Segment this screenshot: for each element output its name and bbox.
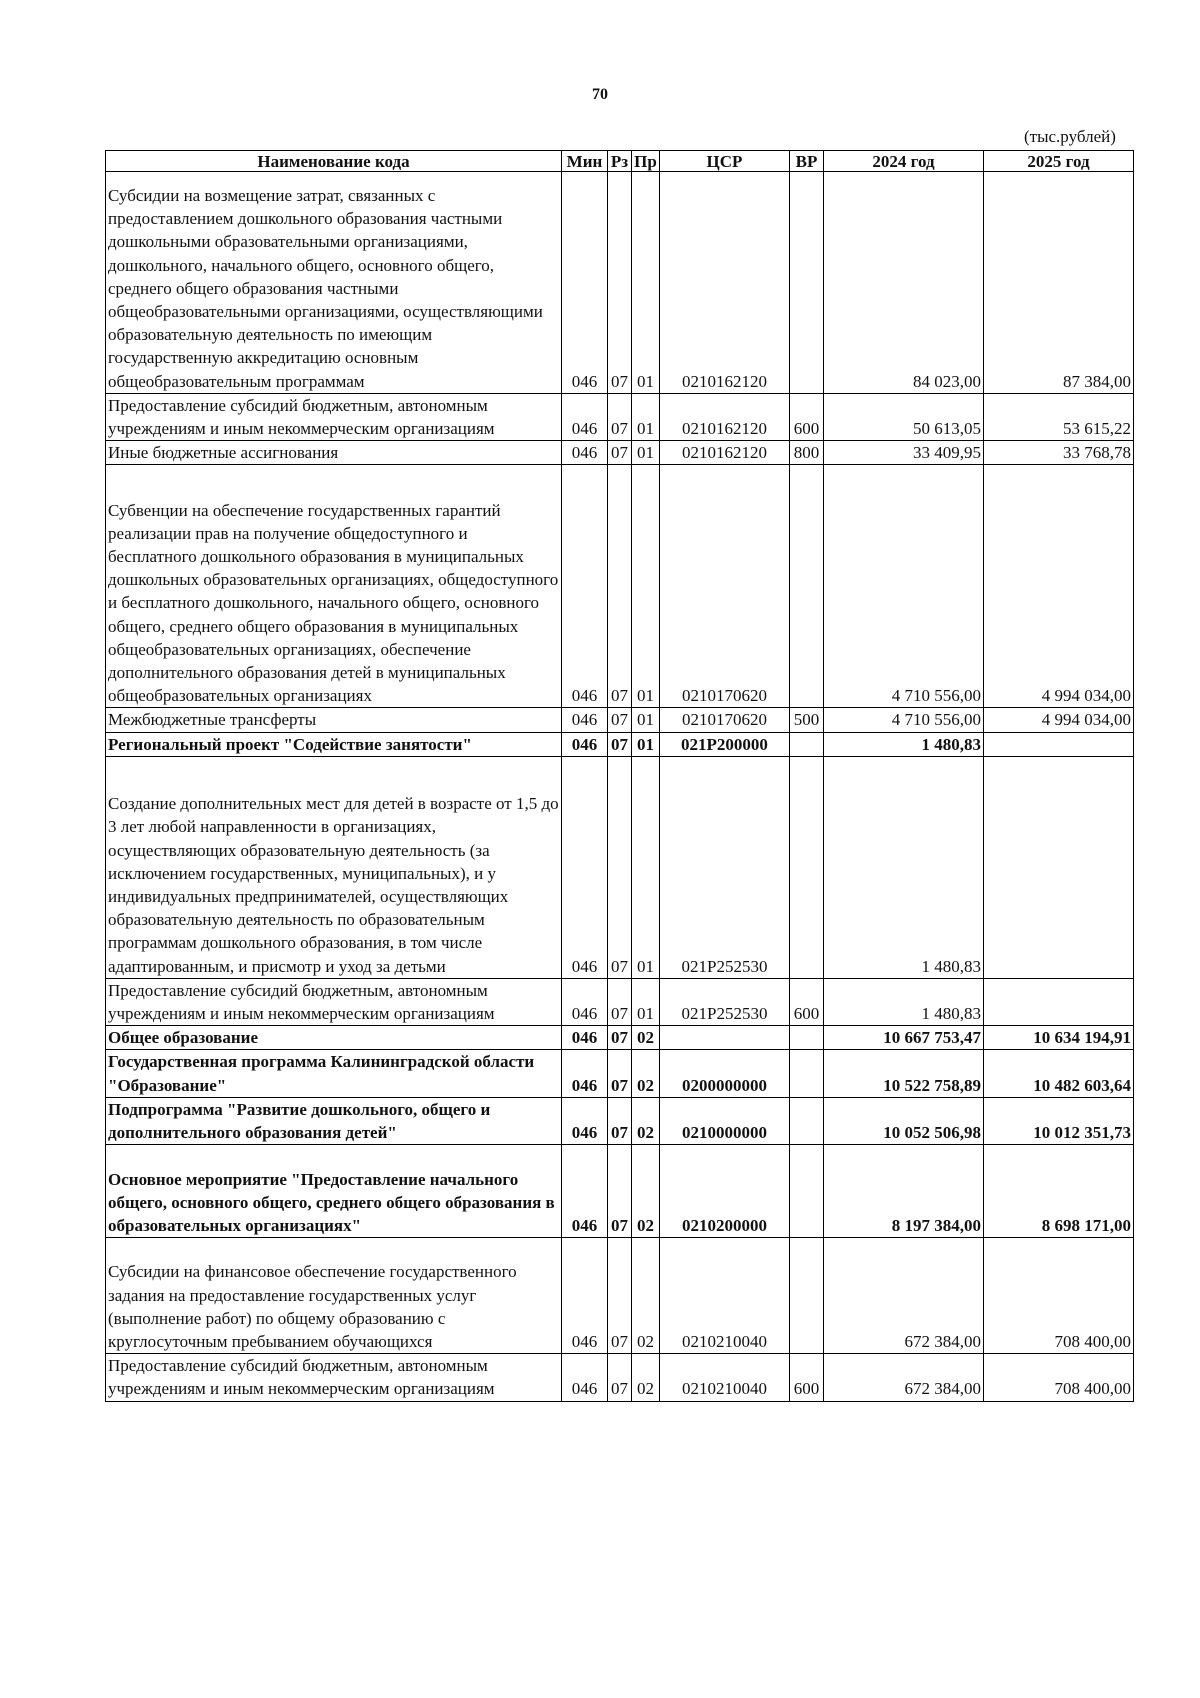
row-vr — [790, 1238, 824, 1354]
row-rz: 07 — [608, 441, 632, 465]
row-csr: 0210162120 — [660, 441, 790, 465]
row-name: Субсидии на возмещение затрат, связанных с предоставлением дошкольного образования частными дошкольными образовательными организациями, дошкольного, начального общего, основного общего, среднего общего образования частными общеобразовательными организациями, осуществляющими образовательную деятельность по имеющим государственную аккредитацию основным общеобразовательным программам — [106, 172, 562, 394]
row-name: Государственная программа Калининградской области "Образование" — [106, 1050, 562, 1097]
row-2025: 10 012 351,73 — [984, 1097, 1134, 1144]
row-csr: 021P200000 — [660, 732, 790, 756]
header-2024: 2024 год — [824, 151, 984, 172]
row-2024: 4 710 556,00 — [824, 708, 984, 732]
row-2025: 708 400,00 — [984, 1238, 1134, 1354]
table-header-row — [106, 151, 1134, 172]
row-2024: 672 384,00 — [824, 1238, 984, 1354]
header-rz: Рз — [608, 151, 632, 172]
table-row — [106, 1026, 1134, 1050]
table-row — [106, 1097, 1134, 1144]
row-2024: 33 409,95 — [824, 441, 984, 465]
row-vr: 600 — [790, 1354, 824, 1401]
row-2024: 10 522 758,89 — [824, 1050, 984, 1097]
row-2025: 4 994 034,00 — [984, 708, 1134, 732]
row-csr: 0210000000 — [660, 1097, 790, 1144]
row-pr: 01 — [632, 708, 660, 732]
row-2025: 10 482 603,64 — [984, 1050, 1134, 1097]
row-pr: 02 — [632, 1097, 660, 1144]
row-pr: 01 — [632, 978, 660, 1025]
row-rz: 07 — [608, 1354, 632, 1401]
row-2024: 8 197 384,00 — [824, 1145, 984, 1238]
row-name: Субсидии на финансовое обеспечение государственного задания на предоставление государственных услуг (выполнение работ) по общему образованию с круглосуточным пребыванием обучающихся — [106, 1238, 562, 1354]
row-name: Основное мероприятие "Предоставление начального общего, основного общего, среднего общего образования в образовательных организациях" — [106, 1145, 562, 1238]
row-min: 046 — [562, 1145, 608, 1238]
row-2025: 708 400,00 — [984, 1354, 1134, 1401]
header-vr: ВР — [790, 151, 824, 172]
row-rz: 07 — [608, 393, 632, 440]
row-min: 046 — [562, 465, 608, 708]
row-2024: 10 667 753,47 — [824, 1026, 984, 1050]
row-2024: 4 710 556,00 — [824, 465, 984, 708]
row-rz: 07 — [608, 1097, 632, 1144]
row-rz: 07 — [608, 1238, 632, 1354]
row-2025: 10 634 194,91 — [984, 1026, 1134, 1050]
row-2024: 84 023,00 — [824, 172, 984, 394]
row-pr: 01 — [632, 756, 660, 978]
row-rz: 07 — [608, 978, 632, 1025]
table-row — [106, 708, 1134, 732]
row-name: Региональный проект "Содействие занятости" — [106, 732, 562, 756]
row-min: 046 — [562, 1050, 608, 1097]
row-name: Подпрограмма "Развитие дошкольного, общего и дополнительного образования детей" — [106, 1097, 562, 1144]
row-rz: 07 — [608, 732, 632, 756]
row-pr: 02 — [632, 1238, 660, 1354]
row-vr: 600 — [790, 978, 824, 1025]
row-csr: 0210210040 — [660, 1238, 790, 1354]
row-pr: 02 — [632, 1354, 660, 1401]
row-2025: 4 994 034,00 — [984, 465, 1134, 708]
row-name: Общее образование — [106, 1026, 562, 1050]
row-csr: 0210200000 — [660, 1145, 790, 1238]
header-2025: 2025 год — [984, 151, 1134, 172]
header-name: Наименование кода — [106, 151, 562, 172]
row-2024: 1 480,83 — [824, 732, 984, 756]
row-min: 046 — [562, 732, 608, 756]
row-rz: 07 — [608, 756, 632, 978]
row-min: 046 — [562, 1097, 608, 1144]
row-pr: 01 — [632, 465, 660, 708]
header-pr: Пр — [632, 151, 660, 172]
row-rz: 07 — [608, 172, 632, 394]
header-min: Мин — [562, 151, 608, 172]
row-2024: 50 613,05 — [824, 393, 984, 440]
row-vr — [790, 172, 824, 394]
table-row — [106, 393, 1134, 440]
row-2025 — [984, 732, 1134, 756]
row-pr: 01 — [632, 172, 660, 394]
row-2024: 672 384,00 — [824, 1354, 984, 1401]
row-csr: 0210162120 — [660, 172, 790, 394]
row-min: 046 — [562, 172, 608, 394]
row-csr: 0210170620 — [660, 465, 790, 708]
row-name: Межбюджетные трансферты — [106, 708, 562, 732]
row-vr: 800 — [790, 441, 824, 465]
budget-table — [105, 150, 1134, 1402]
row-2025 — [984, 978, 1134, 1025]
row-vr — [790, 1026, 824, 1050]
row-pr: 02 — [632, 1050, 660, 1097]
row-csr: 0200000000 — [660, 1050, 790, 1097]
row-min: 046 — [562, 393, 608, 440]
row-vr: 500 — [790, 708, 824, 732]
row-min: 046 — [562, 708, 608, 732]
row-2024: 1 480,83 — [824, 978, 984, 1025]
row-name: Предоставление субсидий бюджетным, автономным учреждениям и иным некоммерческим организациям — [106, 1354, 562, 1401]
row-rz: 07 — [608, 1026, 632, 1050]
table-row — [106, 1050, 1134, 1097]
row-2024: 10 052 506,98 — [824, 1097, 984, 1144]
row-rz: 07 — [608, 1050, 632, 1097]
row-pr: 01 — [632, 441, 660, 465]
table-row — [106, 172, 1134, 394]
row-name: Предоставление субсидий бюджетным, автономным учреждениям и иным некоммерческим организациям — [106, 393, 562, 440]
row-name: Субвенции на обеспечение государственных гарантий реализации прав на получение общедоступного и бесплатного дошкольного образования в муниципальных дошкольных образовательных организациях, общедоступного и бесплатного дошкольного, начального общего, основного общего, среднего общего образования в муниципальных общеобразовательных организациях, обеспечение дополнительного образования детей в муниципальных общеобразовательных организациях — [106, 465, 562, 708]
row-min: 046 — [562, 978, 608, 1025]
row-2025: 87 384,00 — [984, 172, 1134, 394]
row-2024: 1 480,83 — [824, 756, 984, 978]
header-csr: ЦСР — [660, 151, 790, 172]
row-min: 046 — [562, 1238, 608, 1354]
row-min: 046 — [562, 1354, 608, 1401]
row-pr: 01 — [632, 732, 660, 756]
row-csr: 0210210040 — [660, 1354, 790, 1401]
table-row — [106, 978, 1134, 1025]
row-rz: 07 — [608, 1145, 632, 1238]
units-label: (тыс.рублей) — [1024, 127, 1116, 146]
table-body — [106, 172, 1134, 1402]
row-pr: 02 — [632, 1145, 660, 1238]
row-2025 — [984, 756, 1134, 978]
row-min: 046 — [562, 756, 608, 978]
row-csr — [660, 1026, 790, 1050]
page-number: 70 — [592, 86, 608, 103]
table-row — [106, 732, 1134, 756]
row-vr — [790, 732, 824, 756]
row-csr: 0210170620 — [660, 708, 790, 732]
row-name: Создание дополнительных мест для детей в возрасте от 1,5 до 3 лет любой направленности в организациях, осуществляющих образовательную деятельность (за исключением государственных, муниципальных), и у индивидуальных предпринимателей, осуществляющих образовательную деятельность по образовательным программам дошкольного образования, в том числе адаптированным, и присмотр и уход за детьми — [106, 756, 562, 978]
table-row — [106, 1238, 1134, 1354]
row-name: Иные бюджетные ассигнования — [106, 441, 562, 465]
row-2025: 8 698 171,00 — [984, 1145, 1134, 1238]
row-csr: 0210162120 — [660, 393, 790, 440]
row-vr — [790, 756, 824, 978]
row-csr: 021P252530 — [660, 978, 790, 1025]
row-2025: 53 615,22 — [984, 393, 1134, 440]
row-rz: 07 — [608, 465, 632, 708]
table-row — [106, 465, 1134, 708]
table-row — [106, 441, 1134, 465]
row-min: 046 — [562, 1026, 608, 1050]
row-vr — [790, 1050, 824, 1097]
row-vr — [790, 1145, 824, 1238]
row-vr — [790, 1097, 824, 1144]
table-row — [106, 756, 1134, 978]
row-vr: 600 — [790, 393, 824, 440]
row-vr — [790, 465, 824, 708]
row-rz: 07 — [608, 708, 632, 732]
row-pr: 02 — [632, 1026, 660, 1050]
row-min: 046 — [562, 441, 608, 465]
row-2025: 33 768,78 — [984, 441, 1134, 465]
table-row — [106, 1145, 1134, 1238]
table-row — [106, 1354, 1134, 1401]
row-csr: 021P252530 — [660, 756, 790, 978]
row-pr: 01 — [632, 393, 660, 440]
row-name: Предоставление субсидий бюджетным, автономным учреждениям и иным некоммерческим организациям — [106, 978, 562, 1025]
